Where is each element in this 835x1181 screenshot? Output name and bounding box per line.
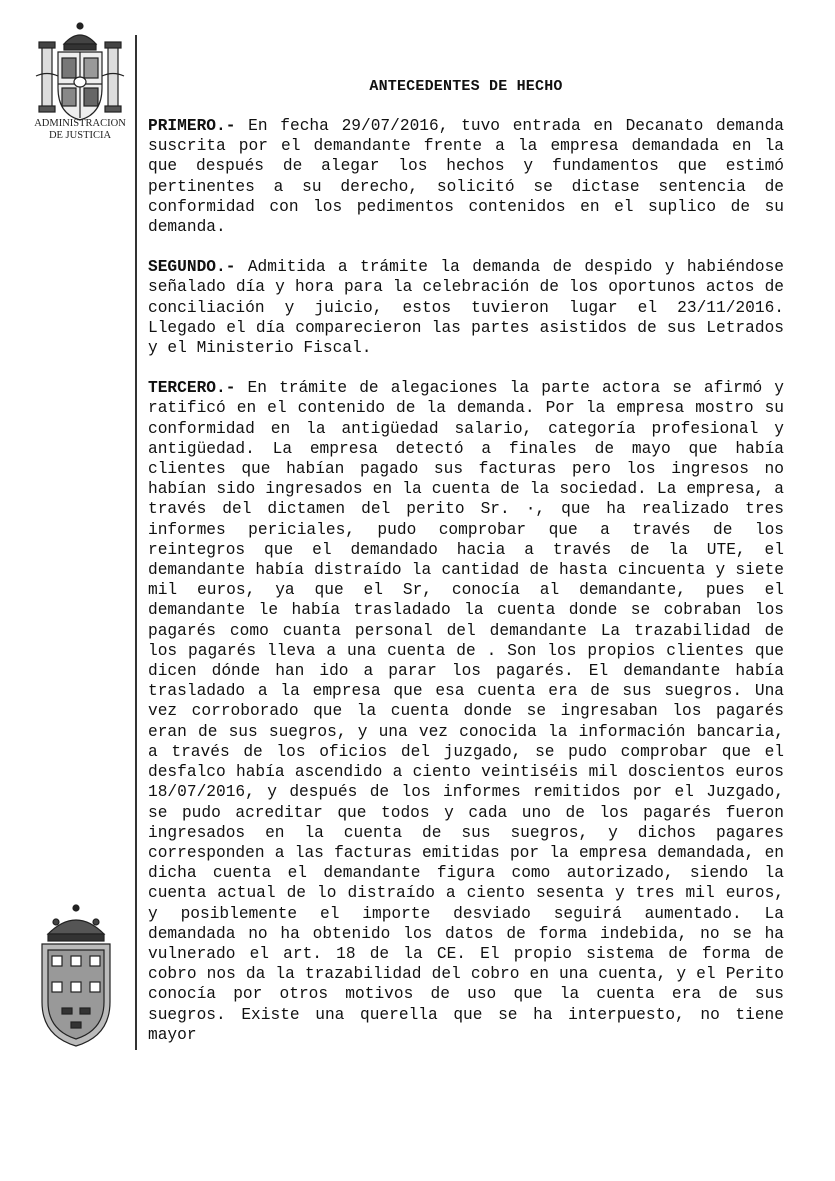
paragraph-text: En fecha 29/07/2016, tuvo entrada en Decanato demanda suscrita por el demandante frente a la empresa demandada en la que después de alegar los hechos y fundamentos que estimó pertinentes a su derecho, solicitó se dictase sentencia de conformidad con los pedimentos contenidos en el suplico de su demanda. (148, 117, 784, 237)
paragraph-lead: PRIMERO.- (148, 117, 236, 135)
institution-line-2: DE JUSTICIA (48, 130, 112, 141)
paragraph-primero (148, 116, 784, 237)
paragraph-lead: SEGUNDO.- (148, 258, 236, 277)
paragraph-text: Admitida a trámite la demanda de despido y habiéndose señalado día y hora para la celebración de los oportunos actos de conciliación y juicio, estos tuvieron lugar el 23/11/2016. Llegado el día comparecieron las partes asistidos de sus Letrados y el Ministerio Fiscal. (148, 258, 784, 358)
section-heading: ANTECEDENTES DE HECHO (369, 78, 563, 95)
margin-rule (135, 35, 137, 1050)
paragraph-text: En trámite de alegaciones la parte actora se afirmó y ratificó en el contenido de la demanda. Por la empresa mostro su conformidad en la antigüedad salario, categoría profesional y antigüedad. La empresa detectó a finales de mayo que había clientes que habían pagado sus facturas pero los ingresos no habían sido ingresados en la cuenta de la sociedad. La empresa, a través del dictamen del perito Sr. ·, que ha realizado tres informes periciales, pudo comprobar que a través de los reintegros que el demandado hacia a través de la UTE, el demandante había distraído la cantidad de hasta cincuenta y siete mil euros, ya que el Sr, conocía al demandante, pues el demandante le había trasladado la cuenta donde se cobraban los pagarés como cuanta personal del demandante La trazabilidad de los pagarés lleva a una cuenta de . Son los propios clientes que dicen dónde han ido a parar los pagarés. El demandante había trasladado a la empresa que esa cuenta era de sus suegros. Una vez corroborado que la cuenta donde se ingresaban los pagarés eran de sus suegros, y una vez conocida la información bancaria, a través de los oficios del juzgado, se pudo comprobar que el desfalco había ascendido a ciento veintiséis mil doscientos euros 18/07/2016, y después de los informes remitidos por el Juzgado, se pudo acreditar que todos y cada uno de los pagarés fueron ingresados en la cuenta de sus suegros, y dichos pagares corresponden a las facturas emitidas por la empresa demandada, en dicha cuenta el demandante figura como autorizado, siendo la cuenta actual de lo distraído a ciento sesenta y tres mil euros, y posiblemente el importe desviado seguirá aumentado. La demandada no ha obtenido los datos de forma indebida, no se ha vulnerado el art. 18 de la CE. El propio sistema de forma de cobro nos da la trazabilidad del cobro en una cuenta, y el Perito conocía por otros motivos de uso que la cuenta era de sus suegros. Existe una querella que se ha interpuesto, no tiene mayor (148, 379, 784, 1044)
paragraph-segundo (148, 257, 784, 358)
institution-line-1: ADMINISTRACION (34, 118, 126, 129)
institution-caption (22, 118, 138, 142)
spain-coat-of-arms-logo (30, 16, 130, 124)
document-body (148, 116, 784, 1065)
murcia-coat-of-arms-logo (34, 900, 118, 1048)
paragraph-tercero (148, 378, 784, 1045)
paragraph-lead: TERCERO.- (148, 379, 236, 398)
